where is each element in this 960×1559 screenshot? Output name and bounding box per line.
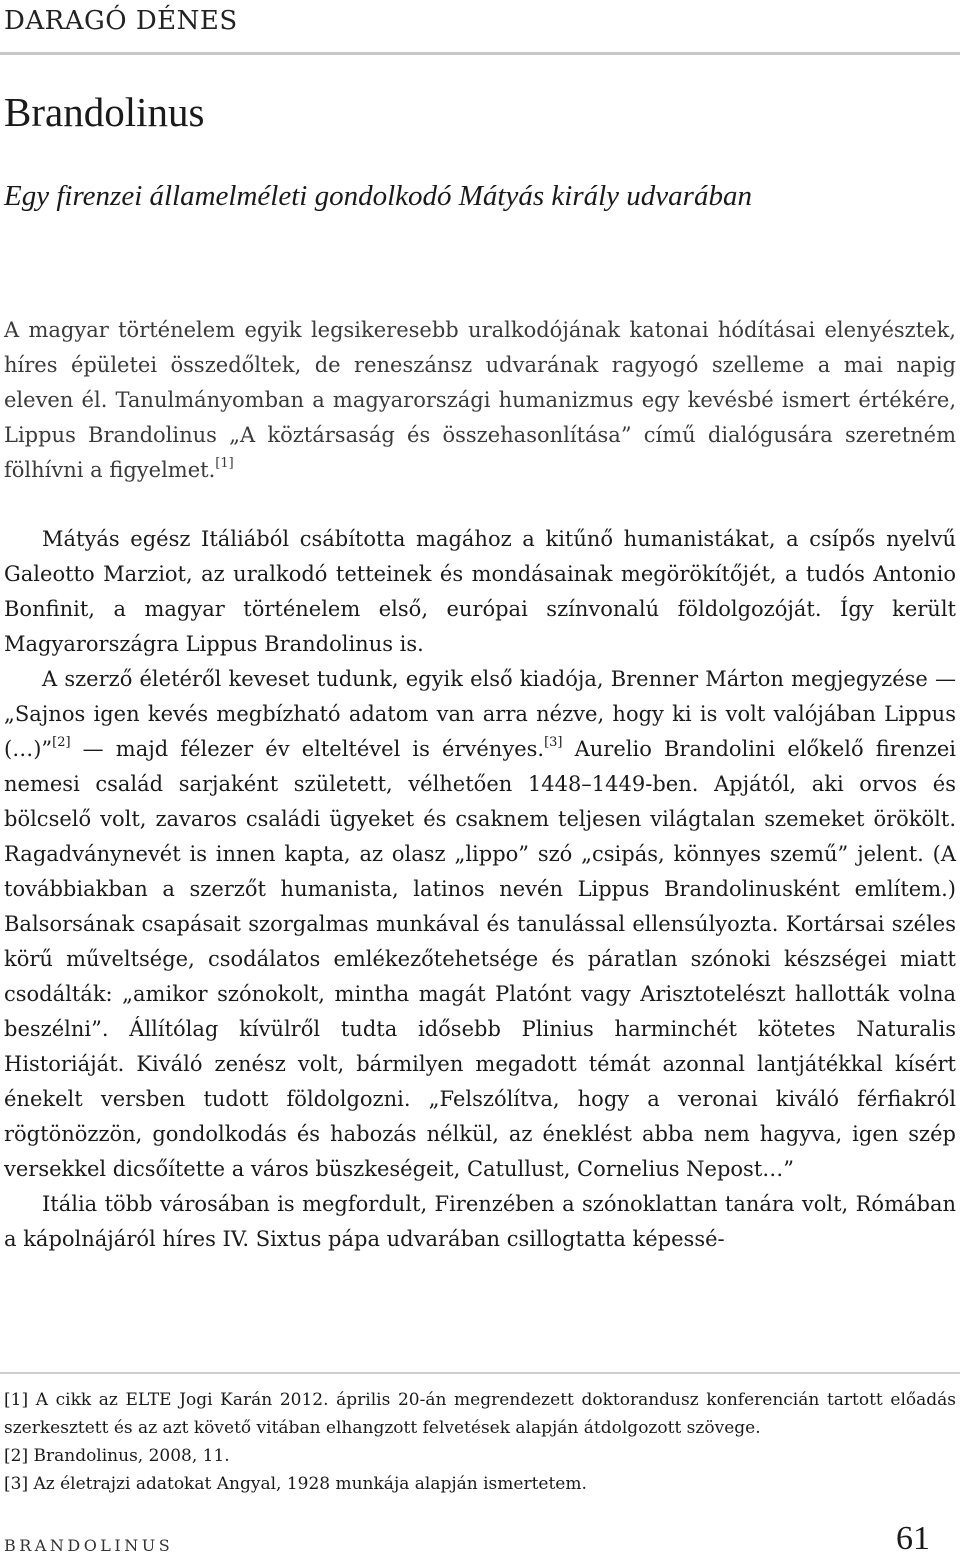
footnote-ref-2[interactable]: [2] <box>52 735 71 750</box>
body-paragraph-2 <box>4 662 956 1187</box>
footnote-1: [1] A cikk az ELTE Jogi Karán 2012. április 20-án megrendezett doktorandusz konferencián tartott előadás szerkesztett és az azt követő vitában elhangzott felvetések alapján átdolgozott szövege. <box>4 1390 956 1438</box>
paragraph-2-part-b: — majd félezer év elteltével is érvényes. <box>70 737 545 761</box>
page-number: 61 <box>896 1520 930 1557</box>
paragraph-2-part-a: A szerző életéről keveset tudunk, egyik első kiadója, Brenner Márton megjegyzése — „Sajnos igen kevés megbízható adatom van arra nézve, hogy ki is volt valójában Lippus (…)” <box>4 667 956 761</box>
paragraph-2-part-c: Aurelio Brandolini előkelő firenzei nemesi család sarjaként született, vélhetően 1448–1449-ben. Apjától, aki orvos és bölcselő volt, zavaros családi ügyeket és csaknem teljesen világtalan szemeket örökölt. Ragadványnevét is innen kapta, az olasz „lippo” szó „csipás, könnyes szemű” jelent. (A továbbiakban a szerzőt humanista, latinos nevén Lippus Brandolinusként említem.) Balsorsának csapásait szorgalmas munkával és tanulással ellensúlyozta. Kortársai széles körű műveltsége, csodálatos emlékezőtehetsége és páratlan szónoki készségei miatt csodálták: „amikor szónokolt, mintha magát Platónt vagy Arisztotelészt hallották volna beszélni”. Állítólag kívülről tudta idősebb Plinius harminchét kötetes Naturalis Historiáját. Kiváló zenész volt, bármilyen megadott témát azonnal lantjátékkal kísért énekelt versben tudott földolgozni. „Felszólítva, hogy a veronai kiváló férfiakról rögtönözzön, gondolkodás és habozás nélkül, az éneklést abba nem hagyva, igen szép versekkel dicsőítette a város büszkeségeit, Catullust, Cornelius Nepost…” <box>4 737 956 1181</box>
footnote-2: [2] Brandolinus, 2008, 11. <box>4 1446 230 1466</box>
body-paragraph-1: Mátyás egész Itáliából csábította magához a kitűnő humanistákat, a csípős nyelvű Galeotto Marziot, az uralkodó tetteinek és mondásainak megörökítőjét, a tudós Antonio Bonfinit, a magyar történelem első, európai színvonalú földolgozóját. Így került Magyarországra Lippus Brandolinus is. <box>4 527 956 656</box>
article-subtitle: Egy firenzei államelméleti gondolkodó Mátyás király udvarában <box>4 180 752 212</box>
intro-text: A magyar történelem egyik legsikeresebb uralkodójának katonai hódításai elenyésztek, híres épületei összedőltek, de reneszánsz udvarának ragyogó szelleme a mai napig eleven él. Tanulmányomban a magyarországi humanizmus egy kevésbé ismert értékére, Lippus Brandolinus „A köztársaság és összehasonlítása” című dialógusára szeretném fölhívni a figyelmet. <box>4 318 956 482</box>
running-title: BRANDOLINUS <box>4 1536 174 1555</box>
article-body <box>4 313 956 1257</box>
header-rule <box>0 52 960 55</box>
body-paragraph-3: Itália több városában is megfordult, Firenzében a szónoklattan tanára volt, Rómában a kápolnájáról híres IV. Sixtus pápa udvarában csillogtatta képessé- <box>4 1192 956 1251</box>
footnote-ref-1[interactable]: [1] <box>215 456 234 471</box>
article-title: Brandolinus <box>4 89 205 135</box>
author-name: DARAGÓ DÉNES <box>4 6 238 36</box>
intro-paragraph <box>4 313 956 488</box>
footnote-ref-3[interactable]: [3] <box>544 735 563 750</box>
footnote-rule <box>0 1372 960 1374</box>
footnote-3: [3] Az életrajzi adatokat Angyal, 1928 munkája alapján ismertetem. <box>4 1474 587 1494</box>
footnotes <box>4 1386 956 1498</box>
